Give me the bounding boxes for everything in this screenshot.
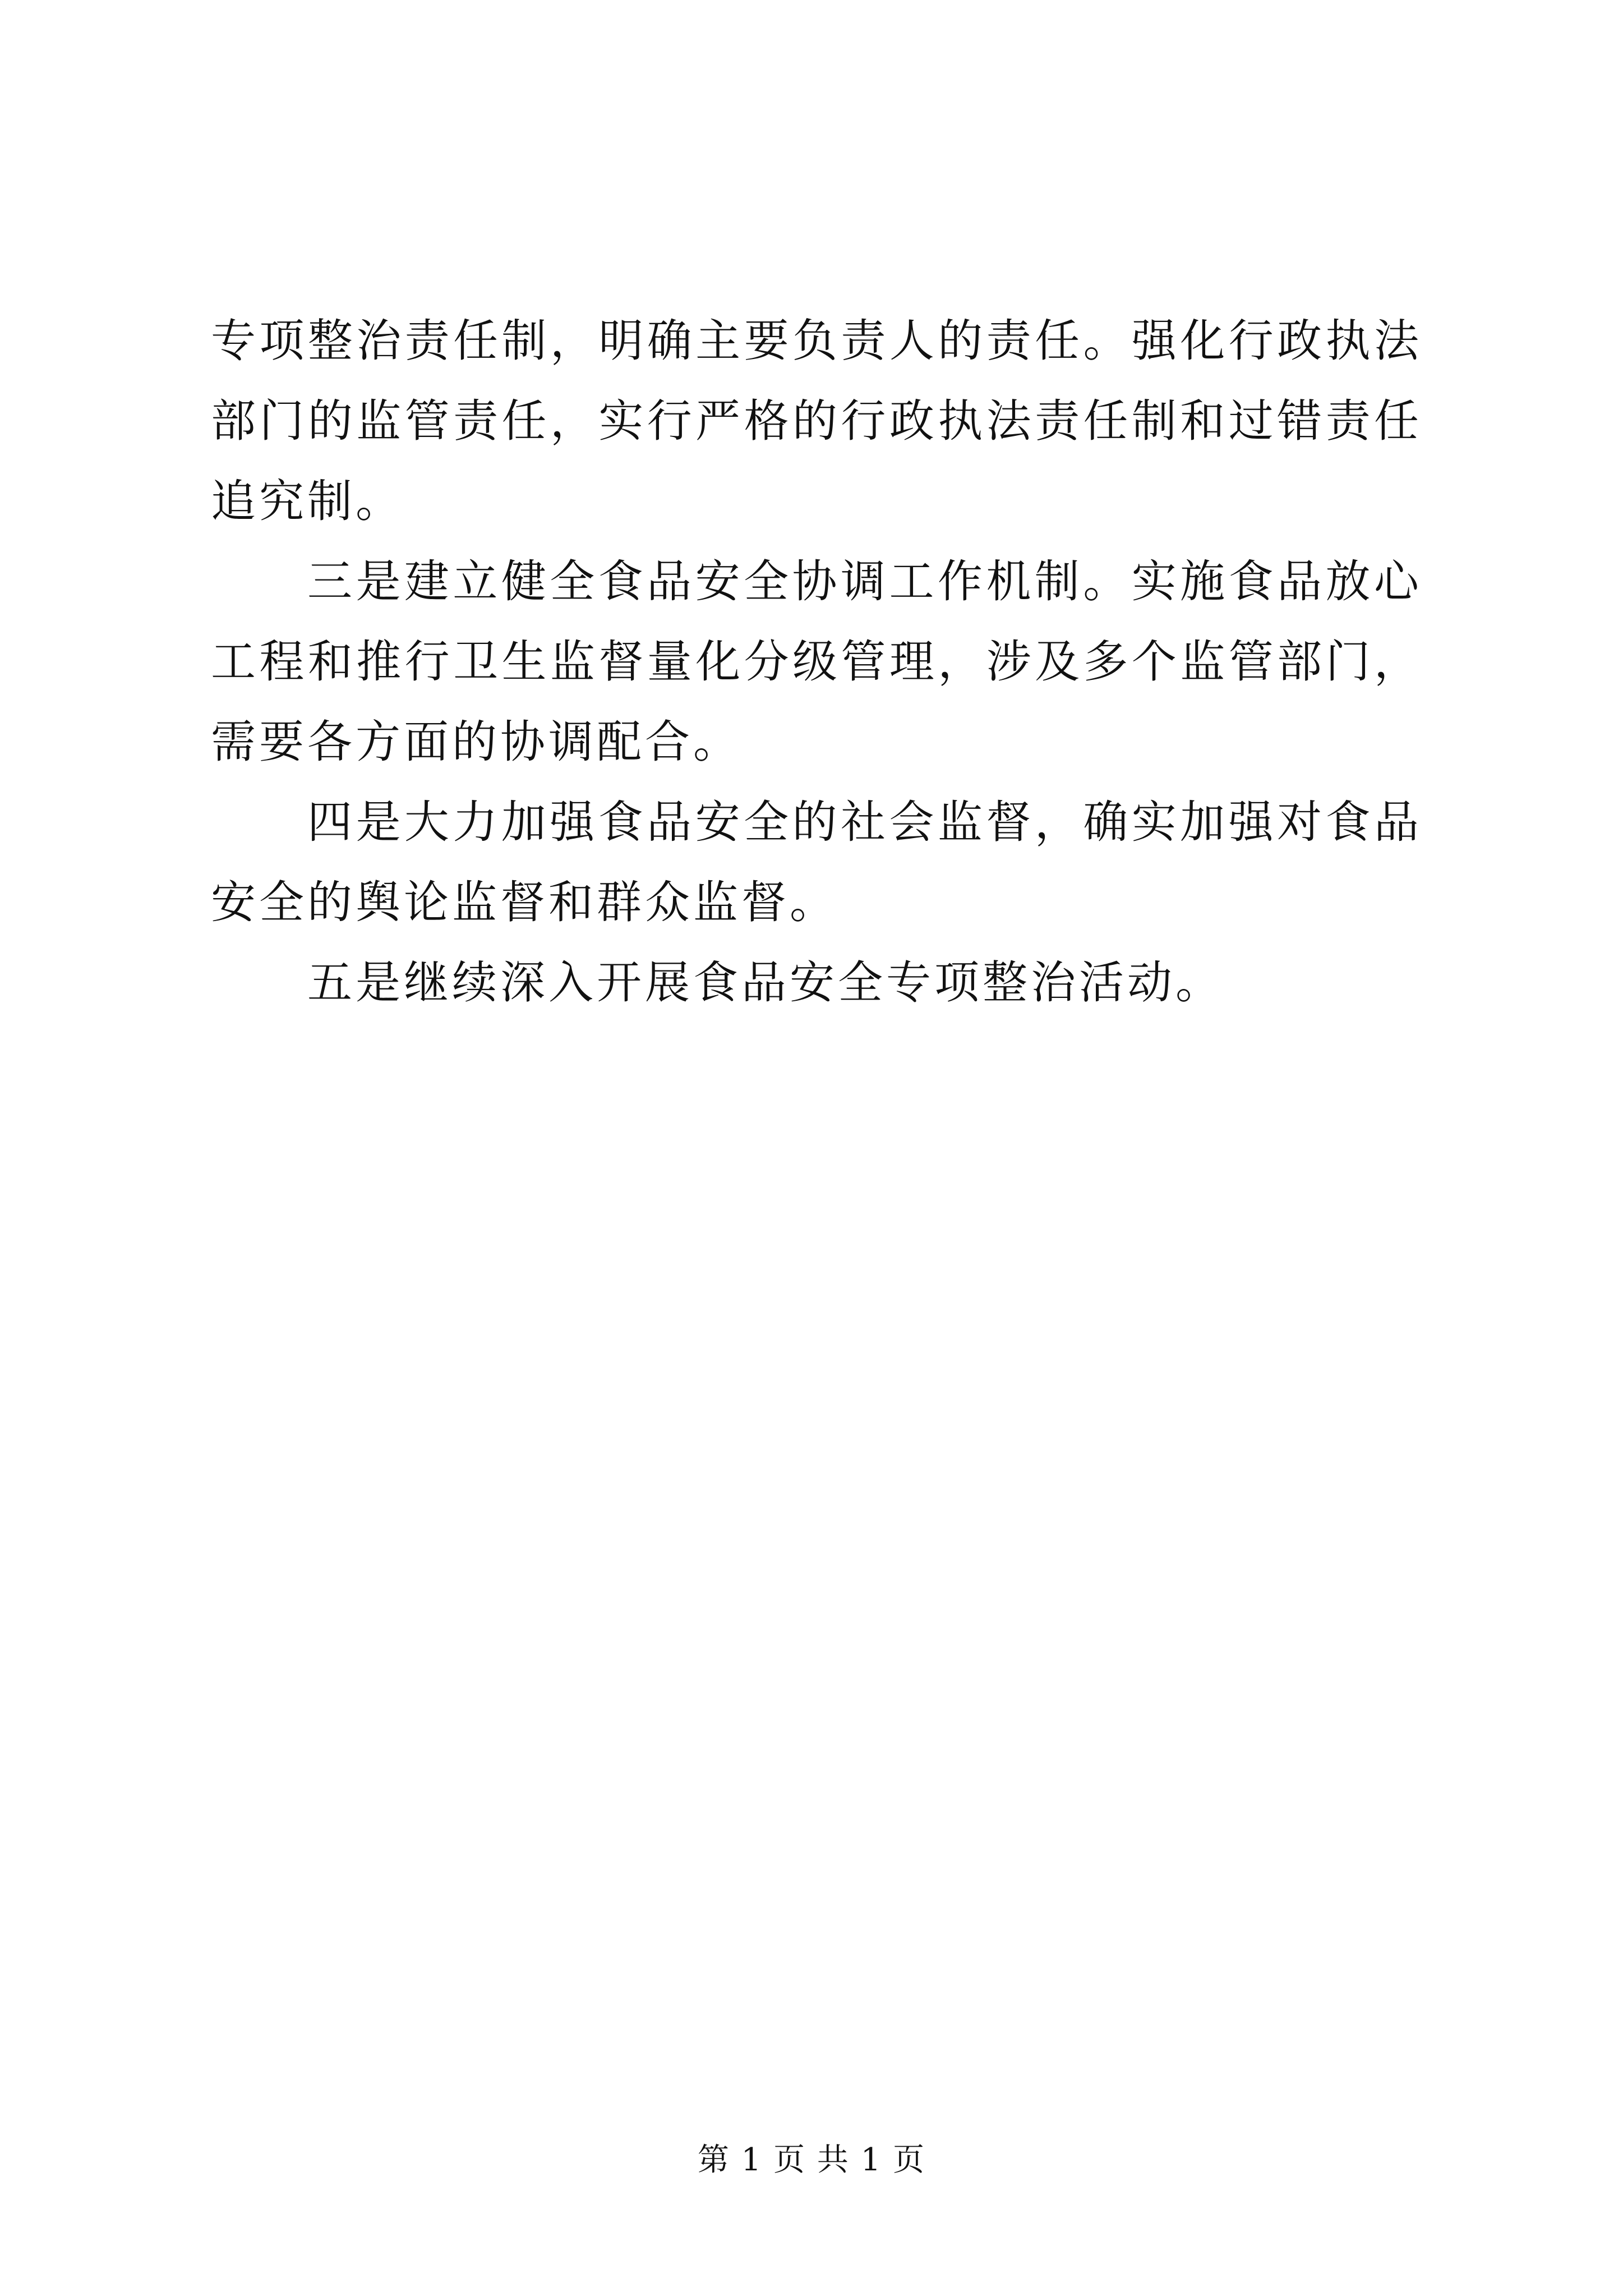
paragraph-2: 三是建立健全食品安全协调工作机制。实施食品放心工程和推行卫生监督量化分级管理，涉及多个监管部门，需要各方面的协调配合。: [211, 555, 1422, 768]
document-body: [211, 301, 1422, 1023]
paragraph-3: 四是大力加强食品安全的社会监督，确实加强对食品安全的舆论监督和群众监督。: [211, 796, 1422, 928]
page-footer: 第 1 页 共 1 页: [697, 2142, 926, 2178]
paragraph-1: 专项整治责任制，明确主要负责人的责任。强化行政执法部门的监管责任，实行严格的行政执法责任制和过错责任追究制。: [211, 315, 1422, 527]
paragraph-4: 五是继续深入开展食品安全专项整治活动。: [307, 956, 1224, 1009]
